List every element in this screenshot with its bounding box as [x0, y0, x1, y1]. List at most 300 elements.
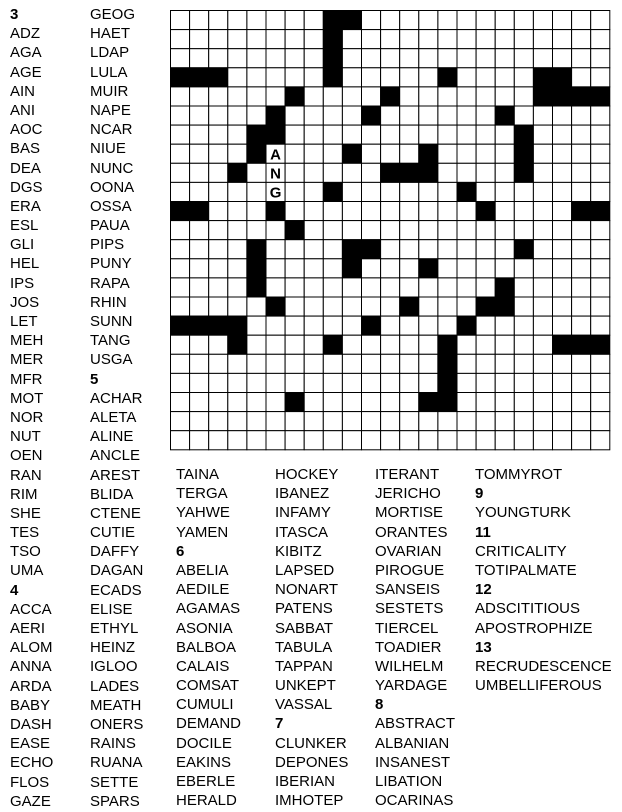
grid-cell[interactable] — [572, 278, 591, 297]
grid-cell[interactable] — [495, 335, 514, 354]
grid-cell[interactable] — [209, 240, 228, 259]
grid-cell[interactable] — [591, 354, 610, 373]
grid-cell[interactable] — [381, 49, 400, 68]
grid-cell[interactable] — [514, 354, 533, 373]
grid-cell[interactable] — [266, 49, 285, 68]
grid-cell[interactable] — [572, 221, 591, 240]
grid-cell[interactable] — [591, 240, 610, 259]
grid-cell[interactable] — [171, 125, 190, 144]
grid-cell[interactable] — [362, 30, 381, 49]
grid-cell[interactable] — [190, 144, 209, 163]
grid-cell[interactable] — [190, 431, 209, 450]
grid-cell[interactable] — [209, 335, 228, 354]
grid-cell[interactable] — [304, 259, 323, 278]
grid-cell[interactable] — [266, 30, 285, 49]
grid-cell[interactable] — [190, 30, 209, 49]
grid-cell[interactable] — [190, 412, 209, 431]
grid-cell[interactable] — [457, 202, 476, 221]
grid-cell[interactable] — [400, 106, 419, 125]
grid-cell[interactable] — [323, 125, 342, 144]
grid-cell[interactable] — [419, 106, 438, 125]
grid-cell[interactable] — [533, 106, 552, 125]
grid-cell[interactable] — [171, 182, 190, 201]
grid-cell[interactable] — [591, 412, 610, 431]
grid-cell[interactable] — [342, 335, 361, 354]
grid-cell[interactable] — [323, 87, 342, 106]
grid-cell[interactable] — [438, 49, 457, 68]
grid-cell[interactable] — [495, 316, 514, 335]
grid-cell[interactable] — [457, 87, 476, 106]
grid-cell[interactable] — [400, 431, 419, 450]
grid-cell[interactable] — [438, 431, 457, 450]
grid-cell[interactable] — [342, 373, 361, 392]
grid-cell[interactable] — [209, 393, 228, 412]
grid-cell[interactable] — [495, 259, 514, 278]
grid-cell[interactable] — [419, 431, 438, 450]
grid-cell[interactable] — [495, 49, 514, 68]
grid-cell[interactable] — [304, 11, 323, 30]
grid-cell[interactable] — [209, 412, 228, 431]
grid-cell[interactable] — [400, 240, 419, 259]
grid-cell[interactable] — [419, 240, 438, 259]
grid-cell[interactable] — [323, 106, 342, 125]
grid-cell[interactable] — [209, 431, 228, 450]
grid-cell[interactable] — [247, 373, 266, 392]
grid-cell[interactable] — [209, 297, 228, 316]
grid-cell[interactable] — [171, 221, 190, 240]
grid-cell[interactable] — [362, 125, 381, 144]
grid-cell[interactable] — [362, 202, 381, 221]
grid-cell[interactable] — [362, 144, 381, 163]
grid-cell[interactable] — [209, 144, 228, 163]
grid-cell[interactable] — [495, 11, 514, 30]
grid-cell[interactable] — [476, 393, 495, 412]
grid-cell[interactable] — [228, 144, 247, 163]
grid-cell[interactable] — [419, 11, 438, 30]
grid-cell[interactable] — [381, 202, 400, 221]
grid-cell[interactable] — [285, 412, 304, 431]
grid-cell[interactable] — [476, 106, 495, 125]
grid-cell[interactable] — [553, 240, 572, 259]
grid-cell[interactable] — [323, 354, 342, 373]
grid-cell[interactable] — [419, 202, 438, 221]
grid-cell[interactable] — [591, 373, 610, 392]
grid-cell[interactable] — [514, 106, 533, 125]
grid-cell[interactable] — [476, 431, 495, 450]
grid-cell[interactable] — [266, 87, 285, 106]
grid-cell[interactable] — [457, 373, 476, 392]
grid-cell[interactable] — [533, 240, 552, 259]
grid-cell[interactable] — [514, 87, 533, 106]
grid-cell[interactable] — [438, 182, 457, 201]
grid-cell[interactable] — [514, 30, 533, 49]
grid-cell[interactable] — [362, 49, 381, 68]
grid-cell[interactable] — [323, 144, 342, 163]
grid-cell[interactable] — [591, 431, 610, 450]
grid-cell[interactable] — [533, 49, 552, 68]
grid-cell[interactable] — [381, 240, 400, 259]
grid-cell[interactable] — [190, 221, 209, 240]
grid-cell[interactable] — [495, 240, 514, 259]
grid-cell[interactable] — [514, 182, 533, 201]
grid-cell[interactable] — [438, 259, 457, 278]
grid-cell[interactable] — [285, 373, 304, 392]
grid-cell[interactable] — [247, 68, 266, 87]
grid-cell[interactable] — [533, 163, 552, 182]
grid-cell[interactable] — [533, 221, 552, 240]
grid-cell[interactable] — [228, 373, 247, 392]
grid-cell[interactable] — [476, 11, 495, 30]
grid-cell[interactable] — [400, 202, 419, 221]
grid-cell[interactable] — [266, 335, 285, 354]
grid-cell[interactable] — [572, 30, 591, 49]
grid-cell[interactable] — [304, 68, 323, 87]
grid-cell[interactable] — [591, 125, 610, 144]
grid-cell[interactable] — [304, 412, 323, 431]
grid-cell[interactable] — [591, 11, 610, 30]
grid-cell[interactable] — [381, 412, 400, 431]
grid-cell[interactable] — [228, 49, 247, 68]
grid-cell[interactable] — [533, 202, 552, 221]
grid-cell[interactable] — [266, 412, 285, 431]
grid-cell[interactable] — [285, 240, 304, 259]
grid-cell[interactable] — [553, 393, 572, 412]
grid-cell[interactable] — [285, 163, 304, 182]
grid-cell[interactable] — [304, 354, 323, 373]
grid-cell[interactable] — [342, 182, 361, 201]
grid-cell[interactable] — [381, 335, 400, 354]
grid-cell[interactable] — [572, 182, 591, 201]
grid-cell[interactable] — [572, 106, 591, 125]
grid-cell[interactable] — [533, 373, 552, 392]
grid-cell[interactable] — [572, 240, 591, 259]
grid-cell[interactable] — [419, 125, 438, 144]
grid-cell[interactable] — [457, 297, 476, 316]
grid-cell[interactable] — [342, 354, 361, 373]
grid-cell[interactable] — [553, 373, 572, 392]
grid-cell[interactable] — [247, 87, 266, 106]
grid-cell[interactable] — [457, 431, 476, 450]
grid-cell[interactable] — [591, 106, 610, 125]
grid-cell[interactable] — [591, 278, 610, 297]
grid-cell[interactable] — [209, 30, 228, 49]
grid-cell[interactable] — [457, 30, 476, 49]
grid-cell[interactable] — [323, 373, 342, 392]
grid-cell[interactable] — [572, 373, 591, 392]
grid-cell[interactable] — [438, 412, 457, 431]
grid-cell[interactable] — [476, 30, 495, 49]
grid-cell[interactable] — [304, 87, 323, 106]
grid-cell[interactable] — [247, 202, 266, 221]
grid-cell[interactable] — [247, 106, 266, 125]
grid-cell[interactable] — [381, 182, 400, 201]
grid-cell[interactable] — [323, 202, 342, 221]
grid-cell[interactable] — [381, 297, 400, 316]
grid-cell[interactable] — [190, 297, 209, 316]
grid-cell[interactable] — [533, 11, 552, 30]
grid-cell[interactable] — [438, 106, 457, 125]
grid-cell[interactable] — [533, 259, 552, 278]
grid-cell[interactable] — [572, 393, 591, 412]
grid-cell[interactable] — [457, 163, 476, 182]
grid-cell[interactable] — [228, 278, 247, 297]
grid-cell[interactable] — [323, 412, 342, 431]
grid-cell[interactable] — [572, 11, 591, 30]
grid-cell[interactable] — [266, 68, 285, 87]
grid-cell[interactable] — [209, 278, 228, 297]
grid-cell[interactable] — [285, 49, 304, 68]
grid-cell[interactable] — [591, 221, 610, 240]
grid-cell[interactable] — [400, 68, 419, 87]
grid-cell[interactable] — [514, 373, 533, 392]
grid-cell[interactable] — [190, 125, 209, 144]
grid-cell[interactable] — [209, 49, 228, 68]
grid-cell[interactable] — [419, 278, 438, 297]
grid-cell[interactable] — [438, 87, 457, 106]
grid-cell[interactable] — [190, 373, 209, 392]
grid-cell[interactable] — [591, 316, 610, 335]
grid-cell[interactable] — [438, 202, 457, 221]
grid-cell[interactable] — [342, 221, 361, 240]
grid-cell[interactable] — [476, 412, 495, 431]
grid-cell[interactable] — [209, 373, 228, 392]
grid-cell[interactable] — [476, 87, 495, 106]
grid-cell[interactable] — [533, 182, 552, 201]
grid-cell[interactable] — [285, 182, 304, 201]
grid-cell[interactable] — [419, 182, 438, 201]
grid-cell[interactable] — [476, 49, 495, 68]
grid-cell[interactable] — [228, 412, 247, 431]
grid-cell[interactable] — [514, 259, 533, 278]
crossword-grid[interactable] — [170, 10, 612, 452]
grid-cell[interactable] — [323, 259, 342, 278]
grid-cell[interactable] — [476, 373, 495, 392]
grid-cell[interactable] — [362, 335, 381, 354]
grid-cell[interactable] — [304, 431, 323, 450]
grid-cell[interactable] — [304, 278, 323, 297]
grid-cell[interactable] — [476, 240, 495, 259]
grid-cell[interactable] — [553, 297, 572, 316]
grid-cell[interactable] — [190, 354, 209, 373]
grid-cell[interactable] — [438, 221, 457, 240]
grid-cell[interactable] — [266, 373, 285, 392]
grid-cell[interactable] — [323, 316, 342, 335]
grid-cell[interactable] — [190, 393, 209, 412]
grid-cell[interactable] — [362, 297, 381, 316]
grid-cell[interactable] — [572, 316, 591, 335]
grid-cell[interactable] — [495, 202, 514, 221]
grid-cell[interactable] — [342, 49, 361, 68]
grid-cell[interactable] — [553, 163, 572, 182]
grid-cell[interactable] — [247, 412, 266, 431]
grid-cell[interactable] — [514, 11, 533, 30]
grid-cell[interactable] — [285, 297, 304, 316]
grid-cell[interactable] — [533, 393, 552, 412]
grid-cell[interactable] — [285, 335, 304, 354]
grid-cell[interactable] — [476, 221, 495, 240]
grid-cell[interactable] — [553, 182, 572, 201]
grid-cell[interactable] — [209, 125, 228, 144]
grid-cell[interactable] — [247, 182, 266, 201]
grid-cell[interactable] — [476, 163, 495, 182]
grid-cell[interactable] — [362, 393, 381, 412]
grid-cell[interactable] — [171, 393, 190, 412]
grid-cell[interactable] — [228, 259, 247, 278]
grid-cell[interactable] — [362, 11, 381, 30]
grid-cell[interactable] — [323, 431, 342, 450]
grid-cell[interactable] — [381, 278, 400, 297]
grid-cell[interactable] — [533, 30, 552, 49]
grid-cell[interactable] — [476, 316, 495, 335]
grid-cell[interactable] — [247, 30, 266, 49]
grid-cell[interactable] — [457, 125, 476, 144]
grid-cell[interactable] — [209, 106, 228, 125]
grid-cell[interactable] — [438, 144, 457, 163]
grid-cell[interactable] — [438, 125, 457, 144]
grid-cell[interactable] — [362, 278, 381, 297]
grid-cell[interactable] — [342, 87, 361, 106]
grid-cell[interactable] — [591, 68, 610, 87]
grid-cell[interactable] — [514, 431, 533, 450]
grid-cell[interactable] — [190, 87, 209, 106]
grid-cell[interactable] — [266, 354, 285, 373]
grid-cell[interactable] — [533, 316, 552, 335]
grid-cell[interactable] — [304, 316, 323, 335]
grid-cell[interactable] — [209, 163, 228, 182]
grid-cell[interactable] — [476, 278, 495, 297]
grid-cell[interactable] — [514, 393, 533, 412]
grid-cell[interactable] — [419, 335, 438, 354]
grid-cell[interactable] — [572, 68, 591, 87]
grid-cell[interactable] — [228, 182, 247, 201]
grid-cell[interactable] — [457, 68, 476, 87]
grid-cell[interactable] — [591, 144, 610, 163]
grid-cell[interactable] — [495, 412, 514, 431]
grid-cell[interactable] — [400, 30, 419, 49]
grid-cell[interactable] — [457, 412, 476, 431]
grid-cell[interactable] — [476, 354, 495, 373]
grid-cell[interactable] — [228, 240, 247, 259]
grid-cell[interactable] — [362, 431, 381, 450]
grid-cell[interactable] — [572, 125, 591, 144]
grid-cell[interactable] — [381, 144, 400, 163]
grid-cell[interactable] — [553, 11, 572, 30]
grid-cell[interactable] — [457, 106, 476, 125]
grid-cell[interactable] — [495, 182, 514, 201]
grid-cell[interactable] — [247, 11, 266, 30]
grid-cell[interactable] — [533, 125, 552, 144]
grid-cell[interactable] — [342, 125, 361, 144]
grid-cell[interactable] — [533, 335, 552, 354]
grid-cell[interactable] — [171, 373, 190, 392]
grid-cell[interactable] — [572, 297, 591, 316]
grid-cell[interactable] — [514, 316, 533, 335]
grid-cell[interactable] — [457, 354, 476, 373]
grid-cell[interactable] — [553, 221, 572, 240]
grid-cell[interactable] — [285, 354, 304, 373]
grid-cell[interactable] — [304, 373, 323, 392]
grid-cell[interactable] — [400, 11, 419, 30]
grid-cell[interactable] — [209, 182, 228, 201]
grid-cell[interactable] — [457, 335, 476, 354]
grid-cell[interactable] — [495, 393, 514, 412]
grid-cell[interactable] — [572, 259, 591, 278]
grid-cell[interactable] — [171, 431, 190, 450]
grid-cell[interactable] — [553, 431, 572, 450]
grid-cell[interactable] — [228, 431, 247, 450]
grid-cell[interactable] — [171, 163, 190, 182]
grid-cell[interactable] — [553, 354, 572, 373]
grid-cell[interactable] — [533, 412, 552, 431]
grid-cell[interactable] — [400, 373, 419, 392]
grid-cell[interactable] — [228, 125, 247, 144]
grid-cell[interactable] — [419, 373, 438, 392]
grid-cell[interactable] — [190, 49, 209, 68]
grid-cell[interactable] — [572, 354, 591, 373]
grid-cell[interactable] — [266, 11, 285, 30]
grid-cell[interactable] — [171, 278, 190, 297]
grid-cell[interactable] — [438, 316, 457, 335]
grid-cell[interactable] — [247, 316, 266, 335]
grid-cell[interactable] — [190, 106, 209, 125]
grid-cell[interactable] — [591, 30, 610, 49]
grid-cell[interactable] — [495, 30, 514, 49]
grid-cell[interactable] — [285, 106, 304, 125]
grid-cell[interactable] — [304, 240, 323, 259]
grid-cell[interactable] — [572, 431, 591, 450]
grid-cell[interactable] — [533, 278, 552, 297]
grid-cell[interactable] — [591, 182, 610, 201]
grid-cell[interactable] — [381, 393, 400, 412]
grid-cell[interactable] — [247, 297, 266, 316]
grid-cell[interactable] — [457, 144, 476, 163]
grid-cell[interactable] — [381, 125, 400, 144]
grid-cell[interactable] — [304, 106, 323, 125]
grid-cell[interactable] — [171, 354, 190, 373]
grid-cell[interactable] — [476, 144, 495, 163]
grid-cell[interactable] — [266, 316, 285, 335]
grid-cell[interactable] — [323, 393, 342, 412]
grid-cell[interactable] — [381, 106, 400, 125]
grid-cell[interactable] — [285, 144, 304, 163]
grid-cell[interactable] — [362, 259, 381, 278]
grid-cell[interactable] — [247, 163, 266, 182]
grid-cell[interactable] — [553, 144, 572, 163]
grid-cell[interactable] — [323, 221, 342, 240]
grid-cell[interactable] — [228, 30, 247, 49]
grid-cell[interactable] — [419, 354, 438, 373]
grid-cell[interactable] — [572, 49, 591, 68]
grid-cell[interactable] — [209, 221, 228, 240]
grid-cell[interactable] — [190, 163, 209, 182]
grid-cell[interactable] — [171, 11, 190, 30]
grid-cell[interactable] — [457, 221, 476, 240]
grid-cell[interactable] — [381, 316, 400, 335]
grid-cell[interactable] — [285, 259, 304, 278]
grid-cell[interactable] — [514, 49, 533, 68]
grid-cell[interactable] — [285, 431, 304, 450]
grid-cell[interactable] — [553, 106, 572, 125]
grid-cell[interactable] — [400, 144, 419, 163]
grid-cell[interactable] — [266, 259, 285, 278]
grid-cell[interactable] — [228, 354, 247, 373]
grid-cell[interactable] — [438, 278, 457, 297]
grid-cell[interactable] — [304, 393, 323, 412]
grid-cell[interactable] — [438, 30, 457, 49]
grid-cell[interactable] — [304, 297, 323, 316]
grid-cell[interactable] — [362, 412, 381, 431]
grid-cell[interactable] — [591, 259, 610, 278]
